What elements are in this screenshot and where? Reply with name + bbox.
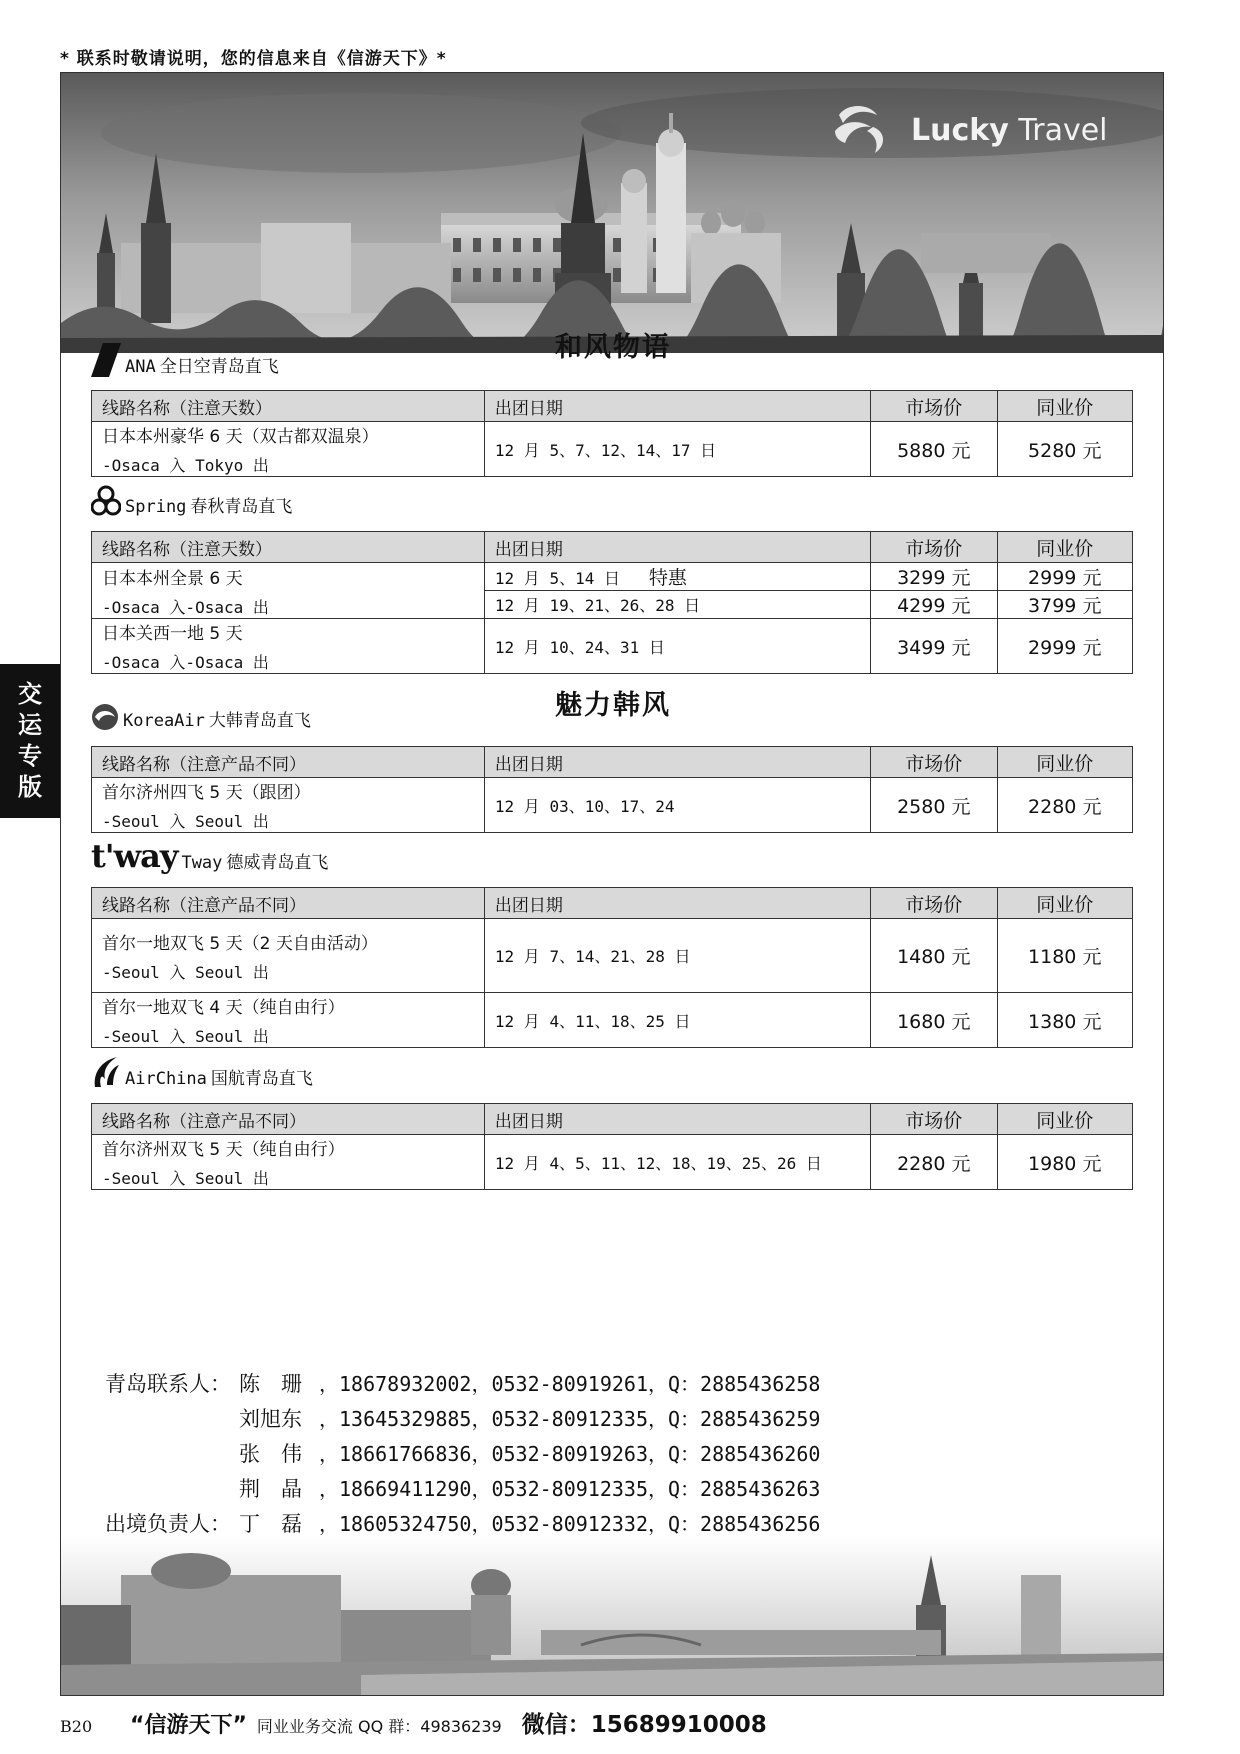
table-koreaair — [91, 746, 1133, 833]
brand-word-1: Lucky — [911, 113, 1009, 148]
side-tab-char: 专 — [18, 742, 42, 770]
header-date: 出团日期 — [484, 391, 870, 422]
header-trade: 同业价 — [997, 532, 1133, 563]
trade-price: 1180 元 — [997, 919, 1133, 993]
table-row — [92, 1135, 1133, 1190]
header-trade: 同业价 — [997, 747, 1133, 778]
header-route: 线路名称（注意天数） — [92, 391, 485, 422]
lucky-travel-logo-text — [911, 113, 1108, 148]
header-market: 市场价 — [871, 391, 997, 422]
market-price: 3299 元 — [871, 563, 997, 591]
contact-label-outbound: 出境负责人： — [105, 1512, 231, 1536]
contact-row — [105, 1367, 820, 1402]
tway-name: 德威青岛直飞 — [226, 853, 329, 873]
contact-name: 荆 晶 — [239, 1477, 302, 1501]
route-name: 日本本州全景 6 天 — [102, 568, 243, 589]
header-route: 线路名称（注意产品不同） — [92, 747, 485, 778]
contact-row — [105, 1507, 820, 1542]
footer-qq-group: 同业业务交流 QQ 群：49836239 — [256, 1717, 502, 1736]
market-price: 5880 元 — [871, 422, 997, 477]
moscow-river-banner-image — [61, 1535, 1164, 1695]
market-price: 1680 元 — [871, 993, 997, 1048]
contact-name: 刘旭东 — [239, 1407, 302, 1431]
route-name: 首尔济州四飞 5 天（跟团） — [102, 783, 311, 803]
page-footer — [60, 1706, 1164, 1739]
route-name: 日本本州豪华 6 天（双古都双温泉） — [102, 427, 379, 447]
market-price: 4299 元 — [871, 591, 997, 619]
footer-wechat: 微信：15689910008 — [521, 1712, 767, 1738]
page-frame — [60, 72, 1164, 1696]
route-name: 首尔一地双飞 5 天（2 天自由活动） — [102, 933, 378, 954]
contact-info: ，18605324750，0532-80912332，Q：2885436256 — [319, 1512, 821, 1536]
trade-price: 5280 元 — [997, 422, 1133, 477]
route-sub: -Osaca 入-Osaca 出 — [102, 597, 269, 617]
route-date: 12 月 5、14 日 — [494, 569, 620, 588]
route-date: 12 月 03、10、17、24 — [484, 778, 870, 833]
route-name: 首尔济州双飞 5 天（纯自由行） — [102, 1140, 345, 1160]
trade-price: 2999 元 — [997, 619, 1133, 674]
koreaair-logo-icon — [91, 703, 119, 731]
route-date: 12 月 5、7、12、14、17 日 — [484, 422, 870, 477]
table-ana — [91, 390, 1133, 477]
side-tab-char: 版 — [18, 773, 42, 801]
airline-spring — [91, 485, 292, 517]
table-airchina — [91, 1103, 1133, 1190]
airchina-code: AirChina — [125, 1069, 207, 1089]
airline-tway — [91, 839, 328, 873]
airchina-name: 国航青岛直飞 — [210, 1069, 313, 1089]
trade-price: 3799 元 — [997, 591, 1133, 619]
header-route: 线路名称（注意天数） — [92, 532, 485, 563]
contact-info: ，13645329885，0532-80912335，Q：2885436259 — [319, 1407, 821, 1431]
route-name: 首尔一地双飞 4 天（纯自由行） — [102, 998, 345, 1018]
section-title-korea: 魅力韩风 — [555, 690, 671, 721]
route-date: 12 月 10、24、31 日 — [484, 619, 870, 674]
route-sub: -Seoul 入 Seoul 出 — [102, 812, 269, 831]
contact-row — [105, 1437, 820, 1472]
header-trade: 同业价 — [997, 391, 1133, 422]
contact-info: ，18669411290，0532-80912335，Q：2885436263 — [319, 1477, 821, 1501]
market-price: 2580 元 — [871, 778, 997, 833]
route-date: 12 月 4、11、18、25 日 — [484, 993, 870, 1048]
airchina-phoenix-icon — [91, 1055, 121, 1089]
market-price: 2280 元 — [871, 1135, 997, 1190]
market-price: 3499 元 — [871, 619, 997, 674]
header-date: 出团日期 — [484, 888, 870, 919]
table-row — [92, 422, 1133, 477]
side-tab-section-label — [0, 664, 60, 818]
trade-price: 1980 元 — [997, 1135, 1133, 1190]
header-route: 线路名称（注意产品不同） — [92, 1104, 485, 1135]
table-tway — [91, 887, 1133, 1048]
route-sub: -Osaca 入-Osaca 出 — [102, 653, 269, 672]
airline-airchina — [91, 1055, 313, 1089]
header-trade: 同业价 — [997, 888, 1133, 919]
tway-code: Tway — [181, 853, 223, 873]
page-number: B20 — [60, 1717, 93, 1736]
brand-word-2: Travel — [1018, 113, 1108, 148]
table-row — [92, 993, 1133, 1048]
header-route: 线路名称（注意产品不同） — [92, 888, 485, 919]
contacts-block — [105, 1367, 820, 1542]
airline-koreaair — [91, 703, 311, 731]
header-market: 市场价 — [871, 532, 997, 563]
header-market: 市场价 — [871, 747, 997, 778]
trade-price: 2280 元 — [997, 778, 1133, 833]
table-row — [92, 619, 1133, 674]
market-price: 1480 元 — [871, 919, 997, 993]
header-trade: 同业价 — [997, 1104, 1133, 1135]
header-market: 市场价 — [871, 1104, 997, 1135]
header-date: 出团日期 — [484, 532, 870, 563]
trade-price: 1380 元 — [997, 993, 1133, 1048]
route-sub: -Seoul 入 Seoul 出 — [102, 1027, 269, 1046]
header-date: 出团日期 — [484, 1104, 870, 1135]
route-date: 12 月 4、5、11、12、18、19、25、26 日 — [484, 1135, 870, 1190]
table-spring — [91, 531, 1133, 674]
ana-logo-icon — [91, 343, 121, 377]
side-tab-char: 交 — [18, 680, 42, 708]
ana-code: ANA — [125, 357, 156, 377]
contact-name: 张 伟 — [239, 1442, 302, 1466]
contact-row — [105, 1472, 820, 1507]
route-sub: -Osaca 入 Tokyo 出 — [102, 456, 269, 475]
route-name: 日本关西一地 5 天 — [102, 624, 243, 644]
route-date: 12 月 7、14、21、28 日 — [484, 919, 870, 993]
ana-name: 全日空青岛直飞 — [159, 357, 279, 377]
table-row — [92, 778, 1133, 833]
special-badge: 特惠 — [648, 567, 687, 589]
lucky-travel-logo-icon — [829, 101, 893, 157]
contact-row — [105, 1402, 820, 1437]
contact-info: ，18661766836，0532-80919263，Q：2885436260 — [319, 1442, 821, 1466]
route-sub: -Seoul 入 Seoul 出 — [102, 1169, 269, 1188]
table-row — [92, 563, 1133, 591]
contact-info: ，18678932002，0532-80919261，Q：2885436258 — [319, 1372, 821, 1396]
route-sub: -Seoul 入 Seoul 出 — [102, 962, 269, 982]
koreaair-name: 大韩青岛直飞 — [208, 711, 311, 731]
trade-price: 2999 元 — [997, 563, 1133, 591]
spring-name: 春秋青岛直飞 — [190, 497, 293, 517]
tway-logo-icon: t'way — [91, 837, 178, 875]
spring-code: Spring — [125, 497, 187, 517]
contact-label-qingdao: 青岛联系人： — [105, 1372, 231, 1396]
table-row — [92, 919, 1133, 993]
airline-ana — [91, 343, 279, 377]
header-market: 市场价 — [871, 888, 997, 919]
route-date: 12 月 19、21、26、28 日 — [484, 591, 870, 619]
spring-logo-icon — [91, 485, 121, 517]
side-tab-char: 运 — [18, 711, 42, 739]
koreaair-code: KoreaAir — [123, 711, 205, 731]
top-note: * 联系时敬请说明，您的信息来自《信游天下》* — [60, 49, 447, 69]
contact-name: 陈 珊 — [239, 1372, 302, 1396]
footer-brand: “信游天下” — [130, 1713, 247, 1738]
section-title-japan: 和风物语 — [555, 332, 671, 363]
header-date: 出团日期 — [484, 747, 870, 778]
contact-name: 丁 磊 — [239, 1512, 302, 1536]
